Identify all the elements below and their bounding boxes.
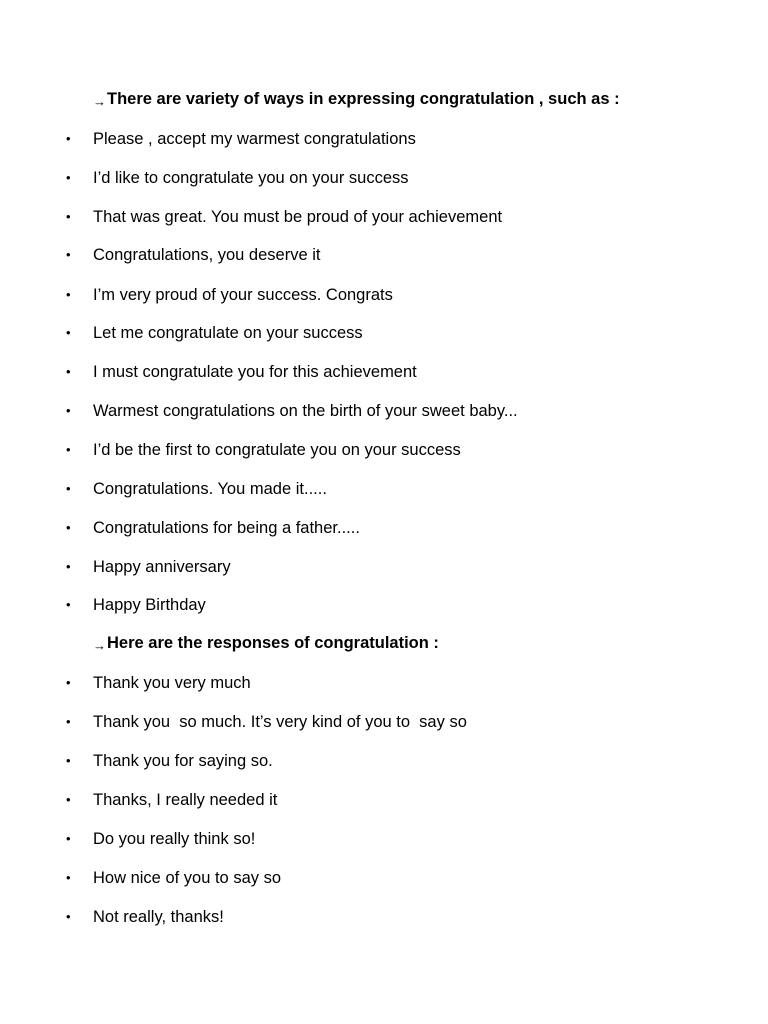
- section-1-heading-text: There are variety of ways in expressing congratulation , such as :: [107, 90, 620, 108]
- list-item: [0, 361, 768, 383]
- bullet-icon: •: [66, 792, 71, 807]
- bullet-icon: •: [66, 325, 71, 340]
- section-1-heading: [93, 90, 620, 109]
- list-item: [0, 400, 768, 422]
- arrow-right-icon: →: [93, 638, 106, 653]
- list-item-text: Warmest congratulations on the birth of your sweet baby...: [93, 402, 518, 420]
- list-item-text: Congratulations. You made it.....: [93, 480, 327, 498]
- section-2-heading: [93, 634, 439, 653]
- bullet-icon: •: [66, 597, 71, 612]
- list-item-text: Thanks, I really needed it: [93, 791, 278, 809]
- list-item-text: I’d like to congratulate you on your success: [93, 169, 409, 187]
- list-item: [0, 244, 768, 266]
- list-item: [0, 439, 768, 461]
- bullet-icon: •: [66, 481, 71, 496]
- bullet-icon: •: [66, 675, 71, 690]
- list-item: [0, 517, 768, 539]
- list-item-text: Not really, thanks!: [93, 908, 224, 926]
- list-item: [0, 750, 768, 772]
- list-item: [0, 828, 768, 850]
- bullet-icon: •: [66, 364, 71, 379]
- bullet-icon: •: [66, 287, 71, 302]
- bullet-icon: •: [66, 170, 71, 185]
- bullet-icon: •: [66, 714, 71, 729]
- list-item-text: Thank you very much: [93, 674, 251, 692]
- bullet-icon: •: [66, 559, 71, 574]
- bullet-icon: •: [66, 131, 71, 146]
- list-item-text: Thank you so much. It’s very kind of you to say so: [93, 713, 467, 731]
- bullet-icon: •: [66, 403, 71, 418]
- bullet-icon: •: [66, 753, 71, 768]
- list-item-text: Let me congratulate on your success: [93, 324, 363, 342]
- list-item-text: Do you really think so!: [93, 830, 256, 848]
- list-item-text: Happy anniversary: [93, 558, 231, 576]
- list-item: [0, 556, 768, 578]
- bullet-icon: •: [66, 831, 71, 846]
- list-item-text: I’m very proud of your success. Congrats: [93, 286, 393, 304]
- bullet-icon: •: [66, 247, 71, 262]
- list-item-text: That was great. You must be proud of your achievement: [93, 208, 503, 226]
- list-item-text: Thank you for saying so.: [93, 752, 273, 770]
- bullet-icon: •: [66, 909, 71, 924]
- list-item-text: I’d be the first to congratulate you on your success: [93, 441, 461, 459]
- list-item: [0, 672, 768, 694]
- bullet-icon: •: [66, 870, 71, 885]
- list-item: [0, 594, 768, 616]
- list-item: [0, 789, 768, 811]
- bullet-icon: •: [66, 520, 71, 535]
- list-item-text: I must congratulate you for this achievement: [93, 363, 417, 381]
- list-item: [0, 167, 768, 189]
- bullet-icon: •: [66, 442, 71, 457]
- list-item: [0, 322, 768, 344]
- section-2-heading-text: Here are the responses of congratulation :: [107, 634, 439, 652]
- list-item: [0, 284, 768, 306]
- list-item: [0, 867, 768, 889]
- list-item: [0, 478, 768, 500]
- list-item-text: Happy Birthday: [93, 596, 206, 614]
- list-item-text: How nice of you to say so: [93, 869, 282, 887]
- list-item: [0, 906, 768, 928]
- list-item: [0, 711, 768, 733]
- list-item-text: Please , accept my warmest congratulations: [93, 130, 416, 148]
- bullet-icon: •: [66, 209, 71, 224]
- list-item-text: Congratulations, you deserve it: [93, 246, 321, 264]
- list-item: [0, 206, 768, 228]
- list-item: [0, 128, 768, 150]
- list-item-text: Congratulations for being a father.....: [93, 519, 360, 537]
- arrow-right-icon: →: [93, 94, 106, 109]
